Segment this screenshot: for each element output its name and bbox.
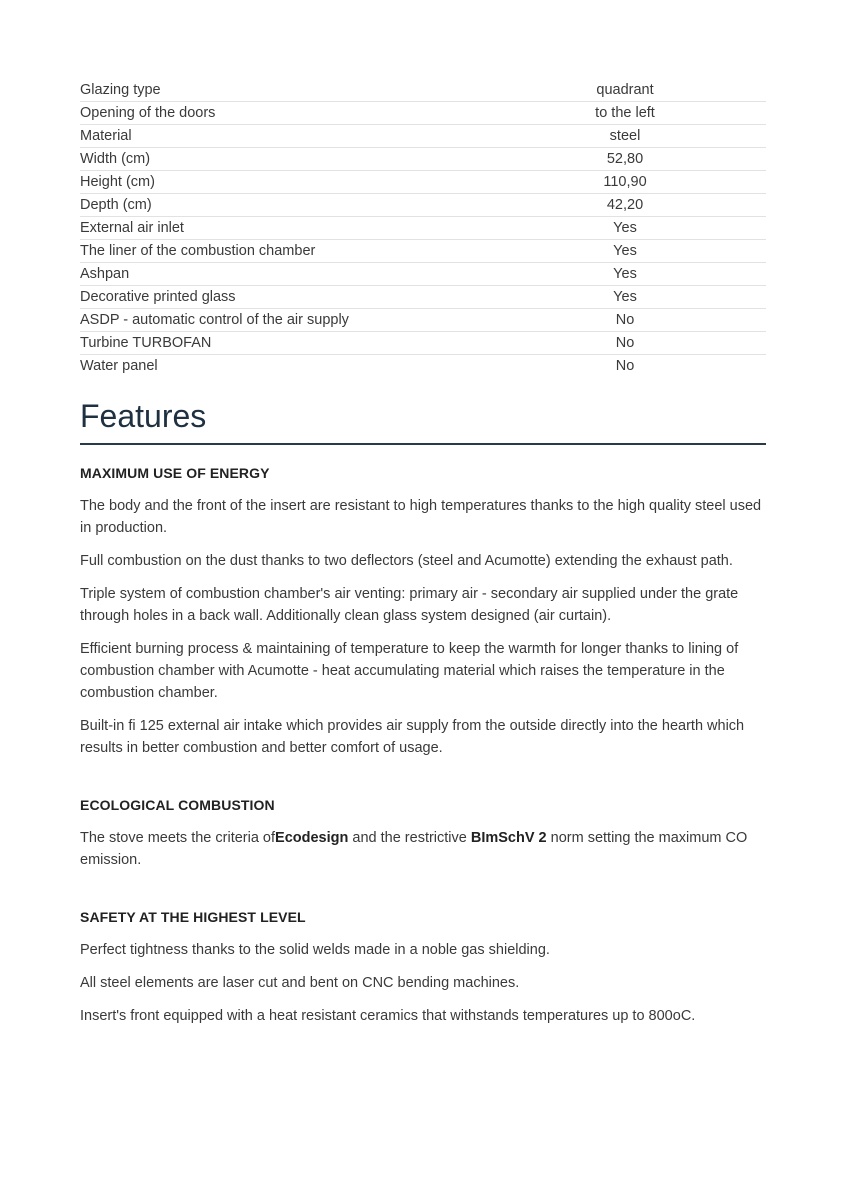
paragraph <box>80 827 766 871</box>
table-row <box>80 102 766 125</box>
spec-value: Yes <box>510 217 766 240</box>
spec-value: to the left <box>510 102 766 125</box>
spec-value: Yes <box>510 263 766 286</box>
ecological-section <box>80 797 766 871</box>
spec-label: Opening of the doors <box>80 102 510 125</box>
table-row <box>80 332 766 355</box>
table-row <box>80 286 766 309</box>
paragraph: All steel elements are laser cut and bent on CNC bending machines. <box>80 975 520 991</box>
spec-value: Yes <box>510 286 766 309</box>
specifications-table <box>80 79 766 377</box>
table-row <box>80 355 766 378</box>
paragraph: The body and the front of the insert are resistant to high temperatures thanks to the high quality steel used in production. <box>80 498 762 536</box>
spec-label: Decorative printed glass <box>80 286 510 309</box>
spec-label: Width (cm) <box>80 148 510 171</box>
spec-label: Depth (cm) <box>80 194 510 217</box>
document-page <box>80 79 766 1038</box>
text-run: norm setting the maximum CO emission. <box>80 830 748 868</box>
paragraph: Efficient burning process & maintaining of temperature to keep the warmth for longer thanks to lining of combustion chamber with Acumotte - heat accumulating material which raises the temperature in the combustion chamber. <box>80 641 739 701</box>
table-row <box>80 263 766 286</box>
spec-value: quadrant <box>510 79 766 102</box>
energy-section <box>80 465 766 759</box>
paragraph: Triple system of combustion chamber's air venting: primary air - secondary air supplied under the grate through holes in a back wall. Additionally clean glass system designed (air curtain). <box>80 586 739 624</box>
section-heading: SAFETY AT THE HIGHEST LEVEL <box>80 909 306 925</box>
text-run: and the restrictive <box>348 830 471 846</box>
section-heading: MAXIMUM USE OF ENERGY <box>80 465 270 481</box>
table-row <box>80 194 766 217</box>
spec-label: Height (cm) <box>80 171 510 194</box>
spec-label: Ashpan <box>80 263 510 286</box>
spec-label: ASDP - automatic control of the air supply <box>80 309 510 332</box>
paragraph: Insert's front equipped with a heat resistant ceramics that withstands temperatures up to 800oC. <box>80 1008 696 1024</box>
ecodesign-bold: Ecodesign <box>275 830 349 846</box>
spec-value: 110,90 <box>510 171 766 194</box>
features-heading: Features <box>80 397 766 445</box>
section-heading: ECOLOGICAL COMBUSTION <box>80 797 275 813</box>
table-row <box>80 240 766 263</box>
table-row <box>80 148 766 171</box>
paragraph: Full combustion on the dust thanks to two deflectors (steel and Acumotte) extending the exhaust path. <box>80 553 733 569</box>
spec-label: Material <box>80 125 510 148</box>
spec-value: steel <box>510 125 766 148</box>
spec-label: The liner of the combustion chamber <box>80 240 510 263</box>
safety-section <box>80 909 766 1027</box>
table-row <box>80 125 766 148</box>
spec-label: Glazing type <box>80 79 510 102</box>
table-row <box>80 171 766 194</box>
spec-label: External air inlet <box>80 217 510 240</box>
paragraph: Built-in fi 125 external air intake which provides air supply from the outside directly into the hearth which results in better combustion and better comfort of usage. <box>80 718 745 756</box>
table-row <box>80 309 766 332</box>
paragraph: Perfect tightness thanks to the solid welds made in a noble gas shielding. <box>80 942 550 958</box>
bimschv-bold: BImSchV 2 <box>470 830 547 846</box>
spec-value: No <box>510 332 766 355</box>
spec-value: 52,80 <box>510 148 766 171</box>
spec-value: No <box>615 358 635 374</box>
spec-label: Water panel <box>80 358 158 374</box>
text-run: The stove meets the criteria of <box>80 830 276 846</box>
spec-value: Yes <box>510 240 766 263</box>
spec-label: Turbine TURBOFAN <box>80 332 510 355</box>
spec-value: 42,20 <box>510 194 766 217</box>
table-row <box>80 79 766 102</box>
spec-value: No <box>510 309 766 332</box>
table-row <box>80 217 766 240</box>
